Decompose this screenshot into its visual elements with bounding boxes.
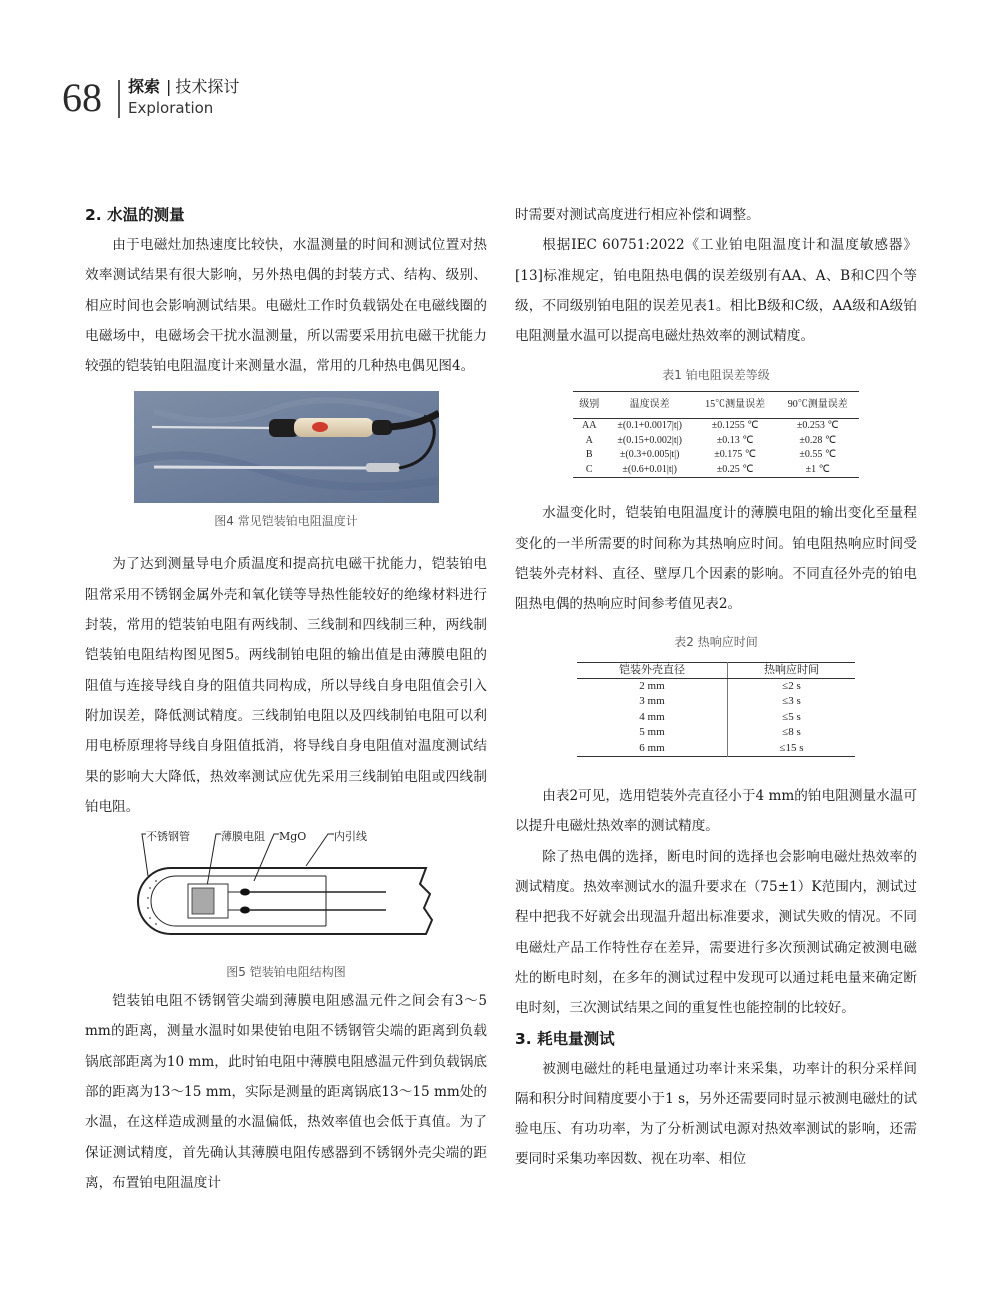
table-row xyxy=(577,710,855,726)
table-row xyxy=(577,741,855,757)
figure-5-caption: 图5 铠装铂电阻结构图 xyxy=(226,965,346,980)
table-cell: A xyxy=(585,434,593,446)
table-cell: ≤8 s xyxy=(727,725,855,741)
table-cell: B xyxy=(585,449,593,461)
paragraph: 铠装铂电阻不锈钢管尖端到薄膜电阻感温元件之间会有3～5 mm的距离，测量水温时如果使铂电阻不锈钢管尖端的距离到负载锅底部距离为10 mm，此时铂电阻中薄膜电阻感温元件到负载锅底部的距离为13～15 mm，实际是测量的距离锅底13～15 mm处的水温，在这样造成测量的水温偏低，热效率值也会低于真值。为了保证测试精度，首先确认其薄膜电阻传感器到不锈钢外壳尖端的距离，布置铂电阻温度计 xyxy=(85,993,487,1191)
table-header-cell: 热响应时间 xyxy=(727,662,855,678)
table-row xyxy=(577,678,855,694)
table-2-block xyxy=(515,632,917,758)
left-column xyxy=(85,200,487,1198)
table-cell: ±0.1255 ℃ xyxy=(711,420,759,432)
paragraph: 除了热电偶的选择，断电时间的选择也会影响电磁灶热效率的测试精度。热效率测试水的温升要求在（75±1）K范围内，测试过程中把我不好就会出现温升超出标准要求，测试失败的情况。不同电磁灶产品工作特性存在差异，需要进行多次预测试确定被测电磁灶的断电时刻，在多年的测试过程中发现可以通过耗电量来确定断电时刻，三次测试结果之间的重复性也能控制的比较好。 xyxy=(515,848,917,1017)
label-inner-lead: 内引线 xyxy=(334,830,367,844)
table-header-row xyxy=(573,392,859,419)
table-cell: ±0.175 ℃ xyxy=(714,449,756,461)
table-1-block xyxy=(515,365,917,478)
heading-power-consumption: 3. 耗电量测试 xyxy=(515,1029,615,1048)
table-row xyxy=(573,448,859,463)
table-cell: ±0.25 ℃ xyxy=(716,463,754,475)
table-cell: ±1 ℃ xyxy=(805,463,830,475)
table-header-cell: 90℃测量误差 xyxy=(776,392,859,419)
paragraph-continuation: 时需要对测试高度进行相应补偿和调整。 xyxy=(515,207,760,223)
table-cell: ±(0.3+0.005|t|) xyxy=(619,449,680,461)
table-header-cell: 15℃测量误差 xyxy=(694,392,777,419)
section-name: 探索 xyxy=(128,77,161,96)
table-cell: 5 mm xyxy=(639,726,665,739)
page-number: 68 xyxy=(62,75,102,120)
table-cell: ≤3 s xyxy=(727,694,855,710)
table-cell: ≤5 s xyxy=(727,710,855,726)
label-mgo: MgO xyxy=(279,830,307,844)
table-cell: 3 mm xyxy=(639,695,665,708)
table-1-caption: 表1 铂电阻误差等级 xyxy=(662,368,770,383)
table-cell: ≤15 s xyxy=(727,741,855,757)
table-cell: ±0.13 ℃ xyxy=(716,434,754,446)
table-cell: C xyxy=(585,463,593,475)
table-2-caption: 表2 热响应时间 xyxy=(674,634,758,649)
subsection-name: 技术探讨 xyxy=(175,77,240,96)
figure-4 xyxy=(85,391,487,531)
paragraph: 为了达到测量导电介质温度和提高抗电磁干扰能力，铠装铂电阻常采用不锈钢金属外壳和氧化镁等导热性能较好的绝缘材料进行封装，常用的铠装铂电阻有两线制、三线制和四线制三种，两线制铠装铂电阻结构图见图5。两线制铂电阻的输出值是由薄膜电阻的阻值与连接导线自身的阻值共同构成，所以导线自身电阻值会引入附加误差，降低测试精度。三线制铂电阻以及四线制铂电阻可以利用电桥原理将导线自身阻值抵消，将导线自身电阻值对温度测试结果的影响大大降低，热效率测试应优先采用三线制铂电阻或四线制铂电阻。 xyxy=(85,556,487,815)
table-row xyxy=(573,419,859,434)
table-cell: ±(0.6+0.01|t|) xyxy=(622,463,677,475)
label-steel-tube: 不锈钢管 xyxy=(146,830,190,844)
paragraph: 水温变化时，铠装铂电阻温度计的薄膜电阻的输出变化至量程变化的一半所需要的时间称为其热响应时间。铂电阻热响应时间受铠装外壳材料、直径、壁厚几个因素的影响。不同直径外壳的铂电阻热电偶的热响应时间参考值见表2。 xyxy=(515,505,917,613)
table-cell: AA xyxy=(582,420,597,432)
table-cell: ±0.55 ℃ xyxy=(799,449,837,461)
table-header-cell: 铠装外壳直径 xyxy=(577,662,727,678)
paragraph: 由表2可见，选用铠装外壳直径小于4 mm的铂电阻测量水温可以提升电磁灶热效率的测试精度。 xyxy=(515,788,917,835)
header-divider xyxy=(118,80,120,118)
table-2 xyxy=(577,662,855,758)
table-row xyxy=(577,694,855,710)
table-header-row xyxy=(577,662,855,678)
figure-4-caption: 图4 常见铠装铂电阻温度计 xyxy=(214,514,358,529)
section-title xyxy=(128,76,239,98)
table-cell: ±0.253 ℃ xyxy=(796,420,839,432)
table-cell: 2 mm xyxy=(639,679,665,692)
table-header-cell: 温度误差 xyxy=(606,392,694,419)
table-row xyxy=(573,463,859,478)
table-cell: ±(0.1+0.0017|t|) xyxy=(617,420,682,432)
table-cell: 4 mm xyxy=(639,710,665,723)
rtd-structure-diagram xyxy=(136,826,436,964)
table-1 xyxy=(573,391,859,478)
table-row xyxy=(577,725,855,741)
table-row xyxy=(573,434,859,449)
right-column xyxy=(515,200,917,1175)
table-cell: ≤2 s xyxy=(727,678,855,694)
thermometer-photo xyxy=(134,391,439,503)
figure-5 xyxy=(85,826,487,982)
table-cell: ±(0.15+0.002|t|) xyxy=(617,434,682,446)
table-cell: 6 mm xyxy=(639,741,665,754)
paragraph: 根据IEC 60751:2022《工业铂电阻温度计和温度敏感器》[13]标准规定，铂电阻热电偶的误差级别有AA、A、B和C四个等级，不同级别铂电阻的误差见表1。相比B级和C级，AA级和A级铂电阻测量水温可以提高电磁灶热效率的测试精度。 xyxy=(515,237,917,345)
table-header-cell: 级别 xyxy=(573,392,606,419)
table-cell: ±0.28 ℃ xyxy=(799,434,837,446)
paragraph: 被测电磁灶的耗电量通过功率计来采集，功率计的积分采样间隔和积分时间精度要小于1 s，另外还需要同时显示被测电磁灶的试验电压、有功功率，为了分析测试电源对热效率测试的影响，还需要同时采集功率因数、视在功率、相位 xyxy=(515,1060,917,1168)
section-separator: | xyxy=(166,77,172,96)
section-title-en: Exploration xyxy=(128,99,214,117)
label-film-resistor: 薄膜电阻 xyxy=(221,830,265,844)
heading-water-temperature: 2. 水温的测量 xyxy=(85,206,185,224)
paragraph: 由于电磁灶加热速度比较快，水温测量的时间和测试位置对热效率测试结果有很大影响，另外热电偶的封装方式、结构、级别、相应时间也会影响测试结果。电磁灶工作时负载锅处在电磁线圈的电磁场中，电磁场会干扰水温测量，所以需要采用抗电磁干扰能力较强的铠装铂电阻温度计来测量水温，常用的几种热电偶见图4。 xyxy=(85,237,487,375)
